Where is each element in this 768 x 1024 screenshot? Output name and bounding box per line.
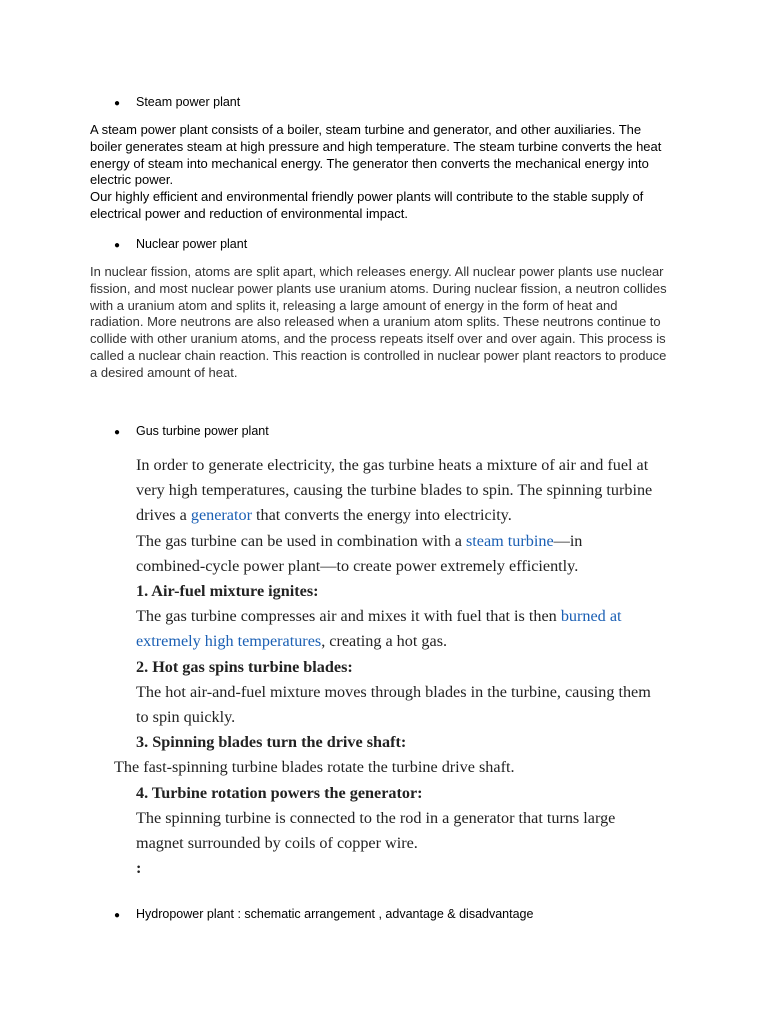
step-2-line-1: The hot air-and-fuel mixture moves through blades in the turbine, causing them	[136, 682, 651, 701]
gas-turbine-article	[114, 453, 696, 881]
bullet-icon: ●	[114, 98, 121, 109]
high-temperatures-link[interactable]: extremely high temperatures	[136, 632, 322, 651]
step-2-heading: 2. Hot gas spins turbine blades:	[136, 657, 353, 676]
bullet-gas-turbine-power-plant	[114, 423, 269, 441]
bullet-icon: ●	[114, 910, 121, 921]
nuclear-line-6: called a nuclear chain reaction. This reaction is controlled in nuclear power plant reactors to produce	[90, 347, 667, 363]
steam-line-4: electric power.	[90, 172, 174, 188]
step-2-line-2: to spin quickly.	[136, 708, 236, 727]
gas-line-5: combined-cycle power plant—to create power extremely efficiently.	[136, 556, 579, 575]
nuclear-line-2: fission, and most nuclear power plants use uranium atoms. During nuclear fission, a neutron collides	[90, 280, 667, 296]
steam-line-2: boiler generates steam at high pressure and high temperature. The steam turbine converts the heat	[90, 138, 662, 154]
section-heading-steam: Steam power plant	[136, 95, 241, 109]
step-3-heading: 3. Spinning blades turn the drive shaft:	[136, 733, 407, 752]
step-3-line-1: The fast-spinning turbine blades rotate the turbine drive shaft.	[114, 758, 515, 777]
step-1-heading: 1. Air-fuel mixture ignites:	[136, 582, 319, 601]
nuclear-line-1: In nuclear fission, atoms are split apart, which releases energy. All nuclear power plants use nuclear	[90, 264, 664, 279]
section-heading-gas: Gus turbine power plant	[136, 424, 269, 438]
gas-line-4	[136, 529, 696, 554]
step-1-text: The gas turbine compresses air and mixes it with fuel that is then	[136, 607, 561, 626]
gas-line-3-rest: that converts the energy into electricity.	[251, 506, 512, 525]
gas-line-1: In order to generate electricity, the gas turbine heats a mixture of air and fuel at	[136, 456, 649, 474]
trailing-colon: :	[136, 859, 142, 878]
generator-link[interactable]: generator	[190, 506, 252, 525]
nuclear-line-3: with a uranium atom and splits it, releasing a large amount of energy in the form of heat and	[90, 297, 618, 313]
bullet-hydropower-plant	[114, 906, 533, 924]
gas-line-3-text: drives a	[136, 506, 191, 525]
steam-line-1: A steam power plant consists of a boiler, steam turbine and generator, and other auxiliaries. The	[90, 122, 642, 137]
burned-at-link[interactable]: burned at	[560, 607, 622, 626]
gas-line-4-rest: —in	[553, 531, 583, 550]
gas-line-2: very high temperatures, causing the turbine blades to spin. The spinning turbine	[136, 481, 653, 500]
bullet-steam-power-plant	[114, 94, 240, 112]
steam-line-5: Our highly efficient and environmental friendly power plants will contribute to the stable supply of	[90, 189, 644, 205]
nuclear-line-7: a desired amount of heat.	[90, 364, 238, 380]
nuclear-paragraph	[90, 264, 690, 382]
step-4-line-2: magnet surrounded by coils of copper wire.	[136, 834, 418, 853]
steam-line-3: energy of steam into mechanical energy. The generator then converts the mechanical energy into	[90, 155, 649, 171]
gas-line-4-text: The gas turbine can be used in combination with a	[136, 531, 466, 550]
nuclear-line-5: collide with other uranium atoms, and the process repeats itself over and over again. This process is	[90, 331, 666, 347]
step-4-heading: 4. Turbine rotation powers the generator:	[136, 783, 423, 802]
section-heading-hydro: Hydropower plant : schematic arrangement , advantage & disadvantage	[136, 907, 534, 921]
section-heading-nuclear: Nuclear power plant	[136, 237, 248, 251]
steam-turbine-link[interactable]: steam turbine	[465, 531, 554, 550]
steam-line-6: electrical power and reduction of environmental impact.	[90, 205, 408, 221]
step-4-line-1: The spinning turbine is connected to the rod in a generator that turns large	[136, 808, 616, 827]
step-1-line-2	[136, 629, 696, 654]
steam-paragraph	[90, 122, 690, 223]
step-1-line-1	[136, 604, 696, 629]
nuclear-line-4: radiation. More neutrons are also released when a uranium atom splits. These neutrons continue to	[90, 314, 661, 330]
gas-line-3	[136, 503, 696, 528]
bullet-icon: ●	[114, 240, 121, 251]
bullet-nuclear-power-plant	[114, 236, 247, 254]
step-1-rest: , creating a hot gas.	[321, 632, 448, 651]
bullet-icon: ●	[114, 427, 121, 438]
